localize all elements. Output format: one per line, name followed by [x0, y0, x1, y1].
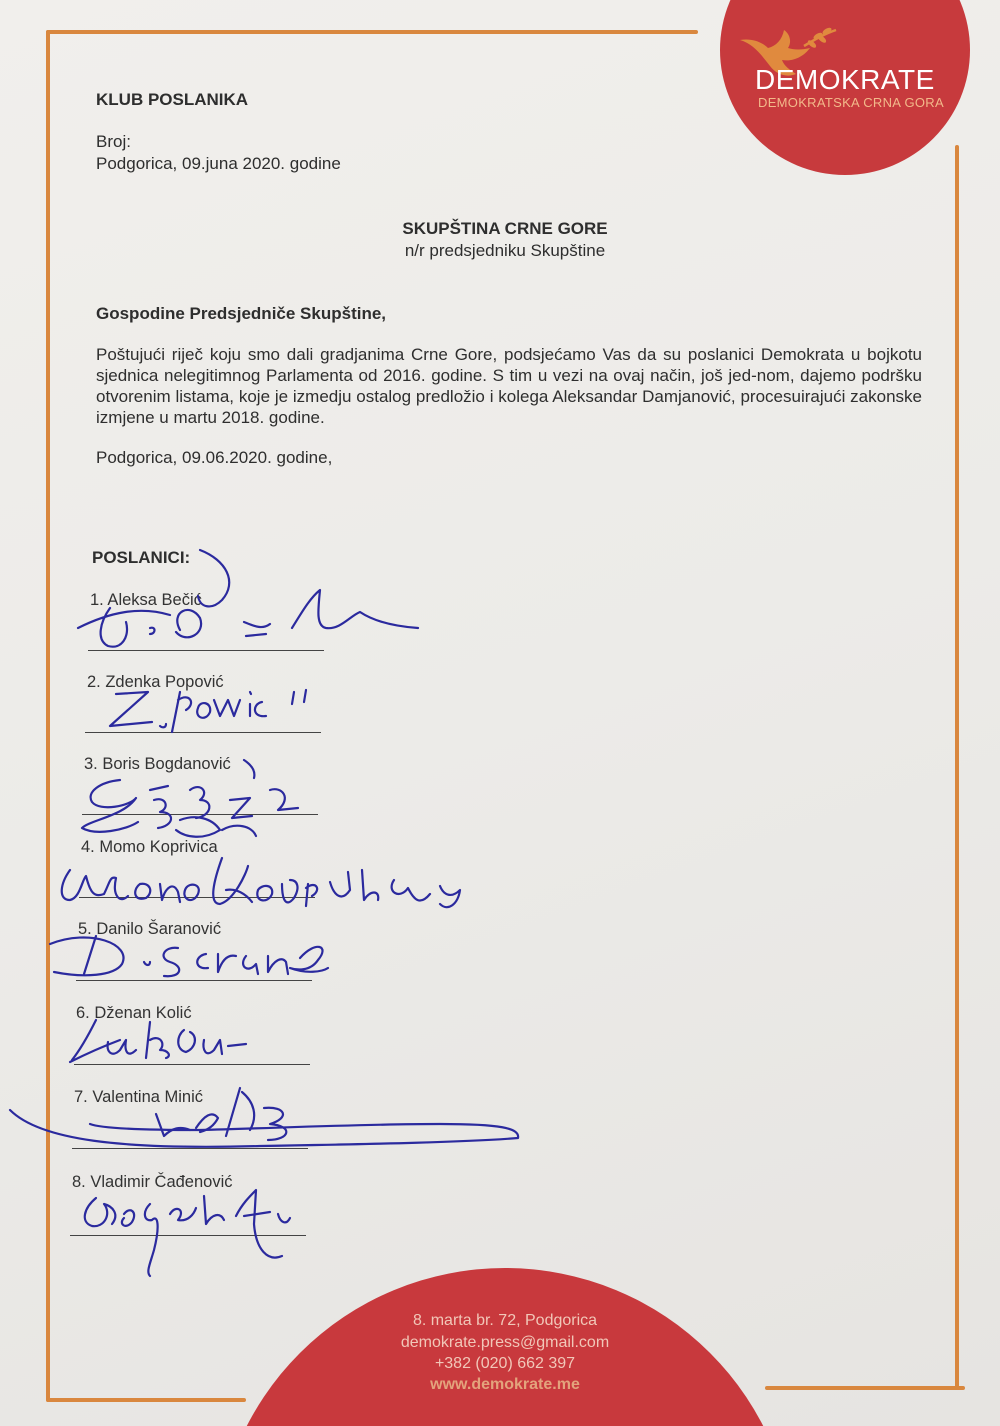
recipient-attention: n/r predsjedniku Skupštine — [404, 241, 606, 260]
header-place-date: Podgorica, 09.juna 2020. godine — [96, 154, 341, 173]
closing-date: Podgorica, 09.06.2020. godine, — [96, 448, 333, 467]
signature-8 — [85, 1190, 290, 1276]
signatory-name: 3. Boris Bogdanović — [84, 755, 231, 773]
footer-phone: +382 (020) 662 397 — [434, 1355, 576, 1372]
signatory-name: 4. Momo Koprivica — [81, 838, 218, 856]
logo-name: DEMOKRATE — [755, 64, 935, 95]
logo-subtitle: DEMOKRATSKA CRNA GORA — [758, 95, 944, 110]
signature-3 — [82, 760, 298, 837]
footer-website[interactable]: www.demokrate.me — [430, 1376, 580, 1393]
signature-7 — [10, 1088, 518, 1147]
signatory-name: 6. Dženan Kolić — [76, 1004, 192, 1022]
club-title: KLUB POSLANIKA — [96, 90, 249, 109]
document-number-label: Broj: — [96, 132, 131, 151]
salutation: Gospodine Predsjedniče Skupštine, — [96, 304, 387, 323]
signatory-name: 1. Aleksa Bečić — [90, 591, 202, 609]
signatory-name: 7. Valentina Minić — [74, 1088, 204, 1106]
signatories-heading: POSLANICI: — [92, 548, 191, 567]
signature-4 — [62, 858, 460, 907]
footer-email[interactable]: demokrate.press@gmail.com — [400, 1334, 610, 1351]
signature-1 — [78, 550, 418, 647]
signatory-name: 2. Zdenka Popović — [87, 673, 224, 691]
signature-2 — [110, 690, 306, 732]
letter-body: Poštujući riječ koju smo dali gradjanima Crne Gore, podsjećamo Vas da su poslanici Demokrata u bojkotu sjednica nelegitimnog Parlamenta od 2016. godine. S tim u vezi na ovaj način, još jed-nom, dajemo podršku otvorenim listama, koje je izmedju ostalog predložio i kolega Aleksandar Damjanović, procesuirajući zakonske izmjene u martu 2018. godine. — [96, 345, 922, 427]
footer-address: 8. marta br. 72, Podgorica — [412, 1312, 598, 1329]
signatory-name: 8. Vladimir Čađenović — [72, 1173, 233, 1191]
recipient-title: SKUPŠTINA CRNE GORE — [402, 219, 608, 238]
signatory-name: 5. Danilo Šaranović — [78, 920, 222, 938]
signature-5 — [50, 936, 328, 976]
signature-6 — [70, 1020, 246, 1062]
